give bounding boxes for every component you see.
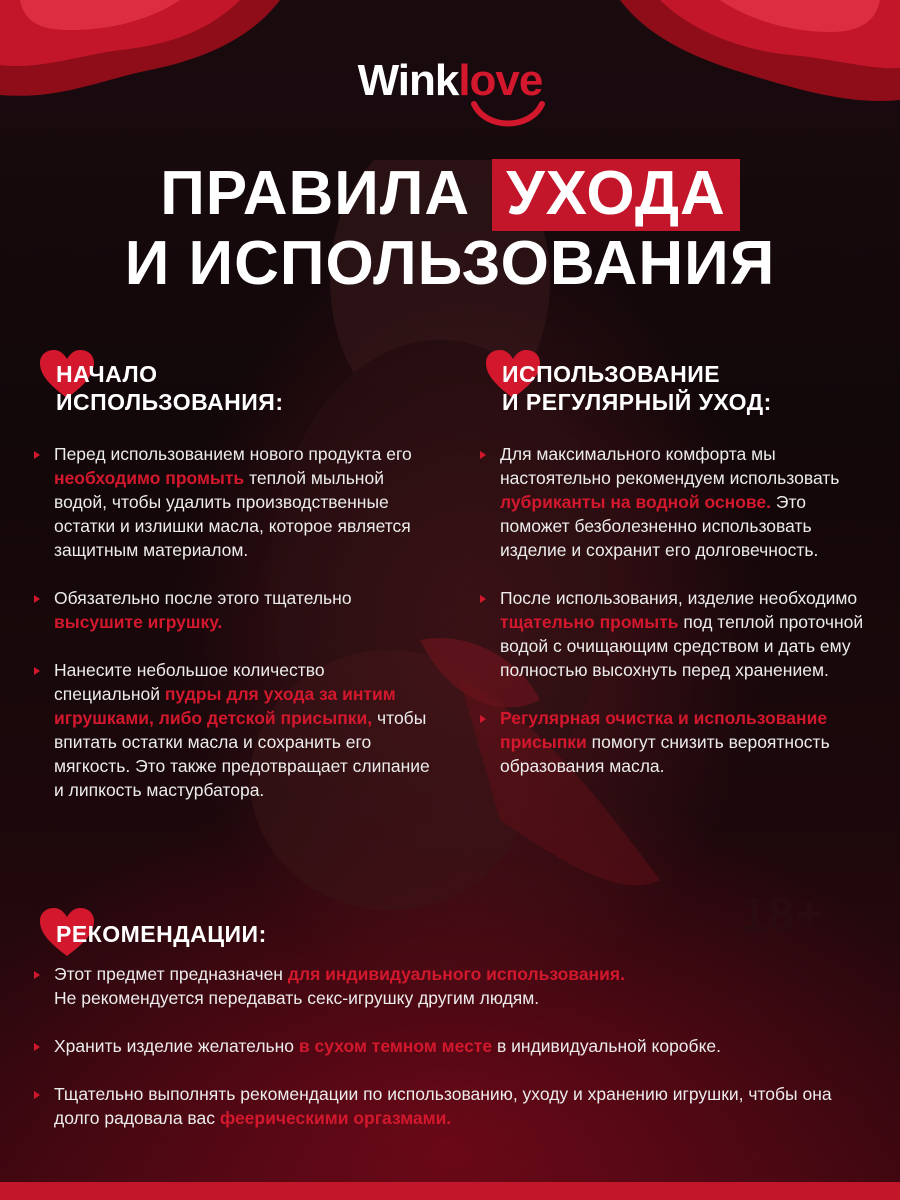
body-text: Нанесите небольшое количество специальной (54, 660, 325, 704)
body-text: Тщательно выполнять рекомендации по использованию, уходу и хранению игрушки, чтобы она долго радовала вас (54, 1084, 832, 1128)
body-text: под теплой проточной водой с очищающим средством и дать ему полностью высохнуть перед хранением. (500, 612, 864, 680)
body-text: в индивидуальной коробке. (492, 1036, 722, 1056)
bullet-item (34, 658, 434, 802)
body-text: Для максимального комфорта мы настоятельно рекомендуем использовать (500, 444, 840, 488)
emphasized-text: в сухом темном месте (298, 1036, 493, 1056)
emphasized-text: для индивидуального использования. (287, 964, 625, 984)
section-heading (56, 360, 456, 416)
bullet-item (34, 1082, 874, 1130)
page-title-line-2: И ИСПОЛЬЗОВАНИЯ (124, 229, 776, 298)
body-text: Перед использованием нового продукта его (54, 444, 412, 464)
emphasized-text: Регулярная очистка и использование присыпки (500, 708, 828, 752)
emphasized-text: необходимо промыть (54, 468, 245, 488)
emphasized-text: тщательно промыть (500, 612, 679, 632)
emphasized-text: лубриканты на водной основе. (500, 492, 772, 512)
section-heading-line: ИСПОЛЬЗОВАНИЕ (502, 361, 721, 387)
brand-logo-wink: Wink (357, 56, 459, 105)
section-heading (502, 360, 900, 416)
title-plain: ПРАВИЛА (160, 159, 471, 228)
emphasized-text: феерическими оргазмами. (219, 1108, 452, 1128)
bullet-item (34, 962, 874, 1010)
brand-logo (0, 56, 900, 106)
body-text: Этот предмет предназначен (54, 964, 288, 984)
body-text: Это поможет безболезненно использовать изделие и сохранит его долговечность. (500, 492, 819, 560)
bullet-list (34, 962, 874, 1130)
bullet-item (34, 1034, 874, 1058)
section-heading-line: И РЕГУЛЯРНЫЙ УХОД: (502, 389, 772, 415)
bullet-item (34, 442, 434, 562)
section-usage-and-care (480, 348, 880, 776)
bullet-item (480, 706, 880, 778)
smile-icon (468, 100, 548, 130)
body-text: чтобы впитать остатки масла и сохранить его мягкость. Это также предотвращает слипание и липкость мастурбатора. (54, 708, 430, 800)
section-heading-line: ИСПОЛЬЗОВАНИЯ: (56, 389, 284, 415)
bottom-accent-bar (0, 1182, 900, 1200)
bullet-item (34, 586, 434, 634)
body-text: теплой мыльной водой, чтобы удалить производственные остатки и излишки масла, которое является защитным материалом. (54, 468, 411, 560)
body-text: помогут снизить вероятность образования масла. (500, 732, 830, 776)
bullet-list (480, 442, 880, 778)
body-text: Не рекомендуется передавать секс-игрушку другим людям. (54, 988, 540, 1008)
emphasized-text: пудры для ухода за интим игрушками, либо детской присыпки, (54, 684, 396, 728)
section-heading-line: НАЧАЛО (56, 361, 158, 387)
section-recommendations (34, 906, 874, 1126)
section-heading (56, 920, 896, 948)
age-restriction-badge: 18+ (740, 889, 825, 942)
section-start-of-use (34, 348, 434, 800)
emphasized-text: высушите игрушку. (54, 612, 223, 632)
section-heading-line: РЕКОМЕНДАЦИИ: (56, 921, 267, 947)
bullet-item (480, 586, 880, 682)
title-highlight: УХОДА (492, 159, 740, 231)
body-text: Хранить изделие желательно (54, 1036, 299, 1056)
page-title-line-1 (0, 158, 900, 231)
bullet-list (34, 442, 434, 802)
brand-logo-love: love (458, 56, 543, 105)
body-text: После использования, изделие необходимо (500, 588, 858, 608)
body-text: Обязательно после этого тщательно (54, 588, 352, 608)
bullet-item (480, 442, 880, 562)
